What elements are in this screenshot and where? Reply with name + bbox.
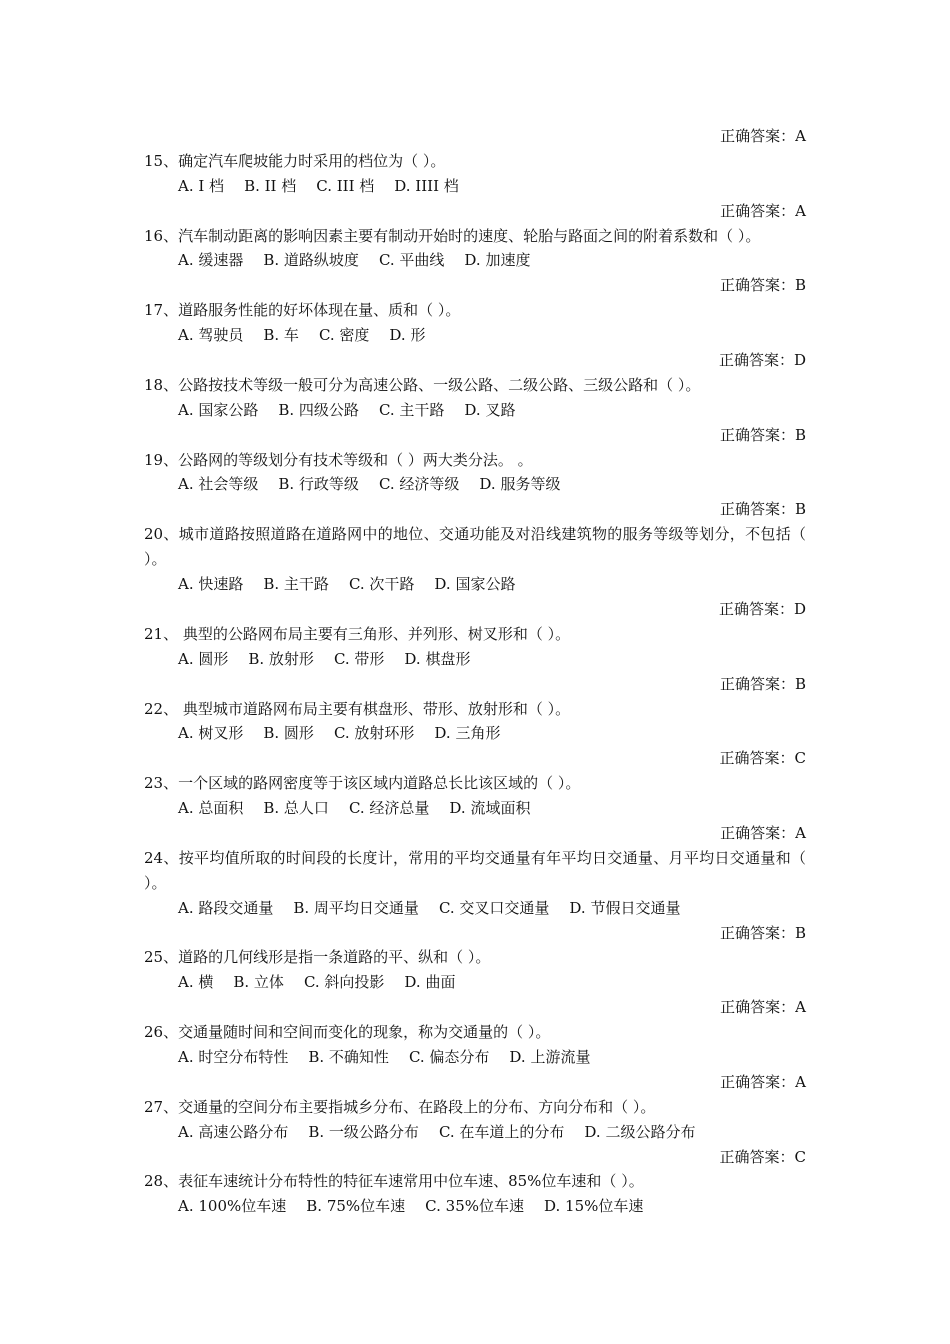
answer-line: 正确答案：B bbox=[719, 674, 806, 693]
question-stem: 28、表征车速统计分布特性的特征车速常用中位车速、85%位车速和（ ）。 bbox=[144, 1172, 644, 1191]
question-block bbox=[144, 1020, 806, 1095]
question-stem: 25、道路的几何线形是指一条道路的平、纵和（ ）。 bbox=[144, 948, 491, 967]
option-d: D. IIII 档 bbox=[394, 176, 459, 195]
question-block bbox=[144, 224, 806, 299]
answer-line: 正确答案：B bbox=[719, 276, 806, 295]
question-stem: 21、 典型的公路网布局主要有三角形、并列形、树叉形和（ ）。 bbox=[144, 624, 571, 643]
option-d: D. 15%位车速 bbox=[544, 1197, 644, 1216]
option-d: D. 上游流量 bbox=[509, 1048, 591, 1067]
option-b: B. 车 bbox=[263, 326, 299, 345]
question-block bbox=[144, 622, 806, 697]
option-row bbox=[144, 796, 806, 821]
question-block bbox=[144, 149, 806, 224]
option-row bbox=[144, 572, 806, 597]
option-b: B. 立体 bbox=[233, 973, 284, 992]
option-d: D. 二级公路分布 bbox=[584, 1122, 696, 1141]
question-stem: 17、道路服务性能的好坏体现在量、质和（ ）。 bbox=[144, 301, 461, 320]
option-d: D. 棋盘形 bbox=[404, 649, 471, 668]
option-b: B. 行政等级 bbox=[278, 475, 359, 494]
option-b: B. 道路纵坡度 bbox=[263, 251, 359, 270]
option-c: C. 主干路 bbox=[378, 400, 445, 419]
option-b: B. 总人口 bbox=[263, 799, 329, 818]
option-b: B. 75%位车速 bbox=[306, 1197, 406, 1216]
question-stem: 24、按平均值所取的时间段的长度计，常用的平均交通量有年平均日交通量、月平均日交通量和（ ）。 bbox=[144, 848, 806, 892]
question-block bbox=[144, 522, 806, 622]
question-block bbox=[144, 448, 806, 523]
option-row bbox=[144, 1120, 806, 1145]
option-row bbox=[144, 323, 806, 348]
question-stem: 16、汽车制动距离的影响因素主要有制动开始时的速度、轮胎与路面之间的附着系数和（ ）。 bbox=[144, 226, 761, 245]
option-row bbox=[144, 1045, 806, 1070]
option-b: B. II 档 bbox=[244, 176, 297, 195]
option-b: B. 一级公路分布 bbox=[308, 1122, 419, 1141]
option-c: C. 35%位车速 bbox=[425, 1197, 524, 1216]
question-block bbox=[144, 771, 806, 846]
option-b: B. 圆形 bbox=[263, 724, 314, 743]
option-d: D. 叉路 bbox=[464, 400, 516, 419]
option-c: C. 带形 bbox=[333, 649, 385, 668]
option-b: B. 不确知性 bbox=[308, 1048, 389, 1067]
answer-line: 正确答案：A bbox=[720, 823, 806, 842]
option-b: B. 四级公路 bbox=[278, 400, 359, 419]
option-c: C. 密度 bbox=[318, 326, 370, 345]
option-c: C. 偏态分布 bbox=[408, 1048, 490, 1067]
option-row bbox=[144, 174, 806, 199]
answer-line: 正确答案：A bbox=[720, 127, 806, 145]
question-stem: 19、公路网的等级划分有技术等级和（ ）两大类分法。 。 bbox=[144, 450, 533, 469]
option-row bbox=[144, 721, 806, 746]
option-a: A. 缓速器 bbox=[178, 251, 244, 270]
question-block bbox=[144, 1169, 806, 1219]
option-a: A. 横 bbox=[178, 973, 214, 992]
option-row bbox=[144, 248, 806, 273]
option-c: C. 次干路 bbox=[348, 575, 415, 594]
option-d: D. 三角形 bbox=[434, 724, 501, 743]
option-row bbox=[144, 472, 806, 497]
option-c: C. 经济总量 bbox=[348, 799, 430, 818]
option-row bbox=[144, 1194, 806, 1219]
question-stem: 22、 典型城市道路网布局主要有棋盘形、带形、放射形和（ ）。 bbox=[144, 699, 571, 718]
answer-line: 正确答案：D bbox=[718, 351, 806, 370]
option-a: A. 驾驶员 bbox=[178, 326, 244, 345]
option-c: C. 斜向投影 bbox=[303, 973, 385, 992]
option-d: D. 节假日交通量 bbox=[569, 898, 681, 917]
option-a: A. I 档 bbox=[178, 176, 225, 195]
option-a: A. 树叉形 bbox=[178, 724, 244, 743]
answer-line: 正确答案：A bbox=[720, 1072, 806, 1091]
option-b: B. 放射形 bbox=[248, 649, 314, 668]
answer-line: 正确答案：B bbox=[719, 425, 806, 444]
option-a: A. 100%位车速 bbox=[178, 1197, 287, 1216]
question-stem: 15、确定汽车爬坡能力时采用的档位为（ ）。 bbox=[144, 151, 446, 170]
question-block bbox=[144, 697, 806, 772]
option-d: D. 服务等级 bbox=[479, 475, 561, 494]
question-block bbox=[144, 945, 806, 1020]
question-block bbox=[144, 373, 806, 448]
option-d: D. 流域面积 bbox=[449, 799, 531, 818]
answer-line: 正确答案：A bbox=[720, 201, 806, 220]
option-c: C. 交叉口交通量 bbox=[438, 898, 550, 917]
option-b: B. 周平均日交通量 bbox=[293, 898, 419, 917]
option-d: D. 曲面 bbox=[404, 973, 456, 992]
option-a: A. 时空分布特性 bbox=[178, 1048, 289, 1067]
option-a: A. 圆形 bbox=[178, 649, 229, 668]
question-block bbox=[144, 846, 806, 946]
option-a: A. 高速公路分布 bbox=[178, 1122, 289, 1141]
option-c: C. 经济等级 bbox=[378, 475, 460, 494]
answer-line: 正确答案：C bbox=[719, 1147, 806, 1166]
question-stem: 27、交通量的空间分布主要指城乡分布、在路段上的分布、方向分布和（ ）。 bbox=[144, 1097, 656, 1116]
question-stem: 26、交通量随时间和空间而变化的现象，称为交通量的（ ）。 bbox=[144, 1023, 551, 1042]
option-a: A. 社会等级 bbox=[178, 475, 259, 494]
answer-line: 正确答案：B bbox=[719, 500, 806, 519]
answer-line: 正确答案：B bbox=[719, 923, 806, 942]
question-block bbox=[144, 1095, 806, 1170]
question-stem: 18、公路按技术等级一般可分为高速公路、一级公路、二级公路、三级公路和（ ）。 bbox=[144, 375, 701, 394]
option-row bbox=[144, 896, 806, 921]
option-c: C. 在车道上的分布 bbox=[438, 1122, 565, 1141]
option-c: C. 平曲线 bbox=[378, 251, 445, 270]
question-list bbox=[144, 149, 806, 1219]
question-block bbox=[144, 298, 806, 373]
option-a: A. 总面积 bbox=[178, 799, 244, 818]
option-row bbox=[144, 647, 806, 672]
option-d: D. 加速度 bbox=[464, 251, 531, 270]
option-b: B. 主干路 bbox=[263, 575, 329, 594]
option-a: A. 国家公路 bbox=[178, 400, 259, 419]
option-row bbox=[144, 398, 806, 423]
option-c: C. 放射环形 bbox=[333, 724, 415, 743]
answer-line: 正确答案：A bbox=[720, 998, 806, 1017]
question-stem: 23、一个区域的路网密度等于该区域内道路总长比该区域的（ ）。 bbox=[144, 774, 581, 793]
option-row bbox=[144, 970, 806, 995]
answer-line: 正确答案：D bbox=[718, 599, 806, 618]
answer-line: 正确答案：C bbox=[719, 749, 806, 768]
option-a: A. 快速路 bbox=[178, 575, 244, 594]
option-c: C. III 档 bbox=[316, 176, 375, 195]
option-d: D. 形 bbox=[389, 326, 426, 345]
option-d: D. 国家公路 bbox=[434, 575, 516, 594]
question-stem: 20、城市道路按照道路在道路网中的地位、交通功能及对沿线建筑物的服务等级等划分，不包括（ ）。 bbox=[144, 525, 806, 569]
option-a: A. 路段交通量 bbox=[178, 898, 274, 917]
